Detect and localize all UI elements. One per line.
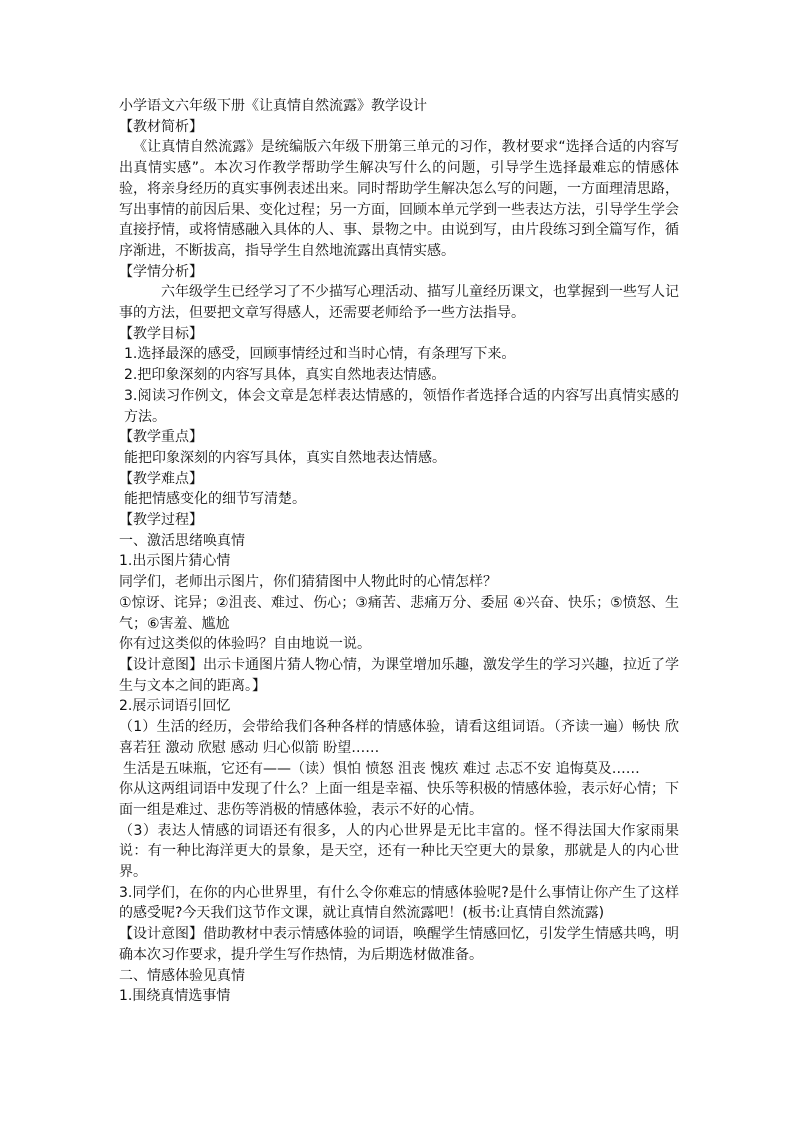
step-three-paragraph: 3.同学们，在你的内心世界里，有什么令你难忘的情感体验呢?是什么事情让你产生了这样的感受呢?今天我们这节作文课，就让真情自然流露吧！(板书:让真情自然流露) — [119, 884, 679, 922]
section-heading-difficult: 【教学难点】 — [119, 470, 203, 487]
goal-item-3: 3.阅读习作例文，体会文章是怎样表达情感的，领悟作者选择合适的内容写出真情实感的方法。 — [124, 387, 679, 425]
section-heading-learner: 【学情分析】 — [119, 263, 203, 280]
step-two-paragraph-2: 生活是五味瓶，它还有——（读）惧怕 愤怒 沮丧 愧疚 难过 忐忑不安 追悔莫及…… — [123, 760, 640, 777]
section-heading-key: 【教学重点】 — [119, 429, 203, 446]
step-one-design-intent: 【设计意图】出示卡通图片猜人物心情，为课堂增加乐趣，激发学生的学习兴趣，拉近了学生与文本之间的距离。】 — [119, 656, 679, 694]
step-two-paragraph-3: 你从这两组词语中发现了什么？上面一组是幸福、快乐等积极的情感体验，表示好心情；下面一组是难过、悲伤等消极的情感体验，表示不好的心情。 — [119, 781, 679, 818]
key-point-text: 能把印象深刻的内容写具体，真实自然地表达情感。 — [124, 449, 446, 466]
step-one-question: 同学们，老师出示图片，你们猜猜图中人物此时的心情怎样？ — [119, 574, 497, 591]
step-two-paragraph-4: （3）表达人情感的词语还有很多，人的内心世界是无比丰富的。怪不得法国大作家雨果说：有一种比海洋更大的景象，是天空，还有一种比天空更大的景象，那就是人的内心世界。 — [119, 822, 679, 881]
section-heading-goals: 【教学目标】 — [119, 325, 203, 342]
section-heading-process: 【教学过程】 — [119, 512, 203, 529]
analysis-paragraph: 《让真情自然流露》是统编版六年级下册第三单元的习作，教材要求“选择合适的内容写出真情实感”。本次习作教学帮助学生解决写什么的问题，引导学生选择最难忘的情感体验，将亲身经历的真实事例表述出来。同时帮助学生解决怎么写的问题，一方面理清思路，写出事情的前因后果、变化过程；另一方面，回顾本单元学到一些表达方法，引导学生学会直接抒情，或将情感融入具体的人、事、景物之中。由说到写，由片段练习到全篇写作，循序渐进，不断拔高，指导学生自然地流露出真情实感。 — [119, 139, 679, 259]
difficult-point-text: 能把情感变化的细节写清楚。 — [124, 491, 306, 508]
step-three-design-intent: 【设计意图】借助教材中表示情感体验的词语，唤醒学生情感回忆，引发学生情感共鸣，明确本次习作要求，提升学生写作热情，为后期选材做准备。 — [119, 926, 679, 963]
goal-item-2: 2.把印象深刻的内容写具体，真实自然地表达情感。 — [124, 367, 446, 384]
step-two-paragraph-1: （1）生活的经历，会带给我们各种各样的情感体验，请看这组词语。（齐读一遍）畅快 欣喜若狂 激动 欣慰 感动 归心似箭 盼望…… — [119, 719, 679, 756]
learner-paragraph: 六年级学生已经学习了不少描写心理活动、描写儿童经历课文，也掌握到一些写人记事的方法，但要把文章写得感人，还需要老师给予一些方法指导。 — [119, 284, 679, 322]
step-one-follow-up: 你有过这类似的体验吗？自由地说一说。 — [119, 636, 371, 653]
goal-item-1: 1.选择最深的感受，回顾事情经过和当时心情，有条理写下来。 — [124, 346, 516, 363]
part-one-heading: 一、激活思绪唤真情 — [119, 532, 245, 549]
section-heading-analysis: 【教材简析】 — [119, 118, 203, 135]
document-title: 小学语文六年级下册《让真情自然流露》教学设计 — [119, 98, 427, 114]
step-one-options: ①惊讶、诧异；②沮丧、难过、伤心；③痛苦、悲痛万分、委屈 ④兴奋、快乐；⑤愤怒、生气；⑥害羞、尴尬 — [119, 594, 679, 632]
step-two-heading: 2.展示词语引回忆 — [119, 698, 231, 715]
part-two-step-one: 1.围绕真情选事情 — [119, 988, 231, 1005]
part-two-heading: 二、情感体验见真情 — [119, 967, 245, 984]
lesson-plan-document — [119, 96, 679, 1007]
step-one-heading: 1.出示图片猜心情 — [119, 553, 231, 570]
